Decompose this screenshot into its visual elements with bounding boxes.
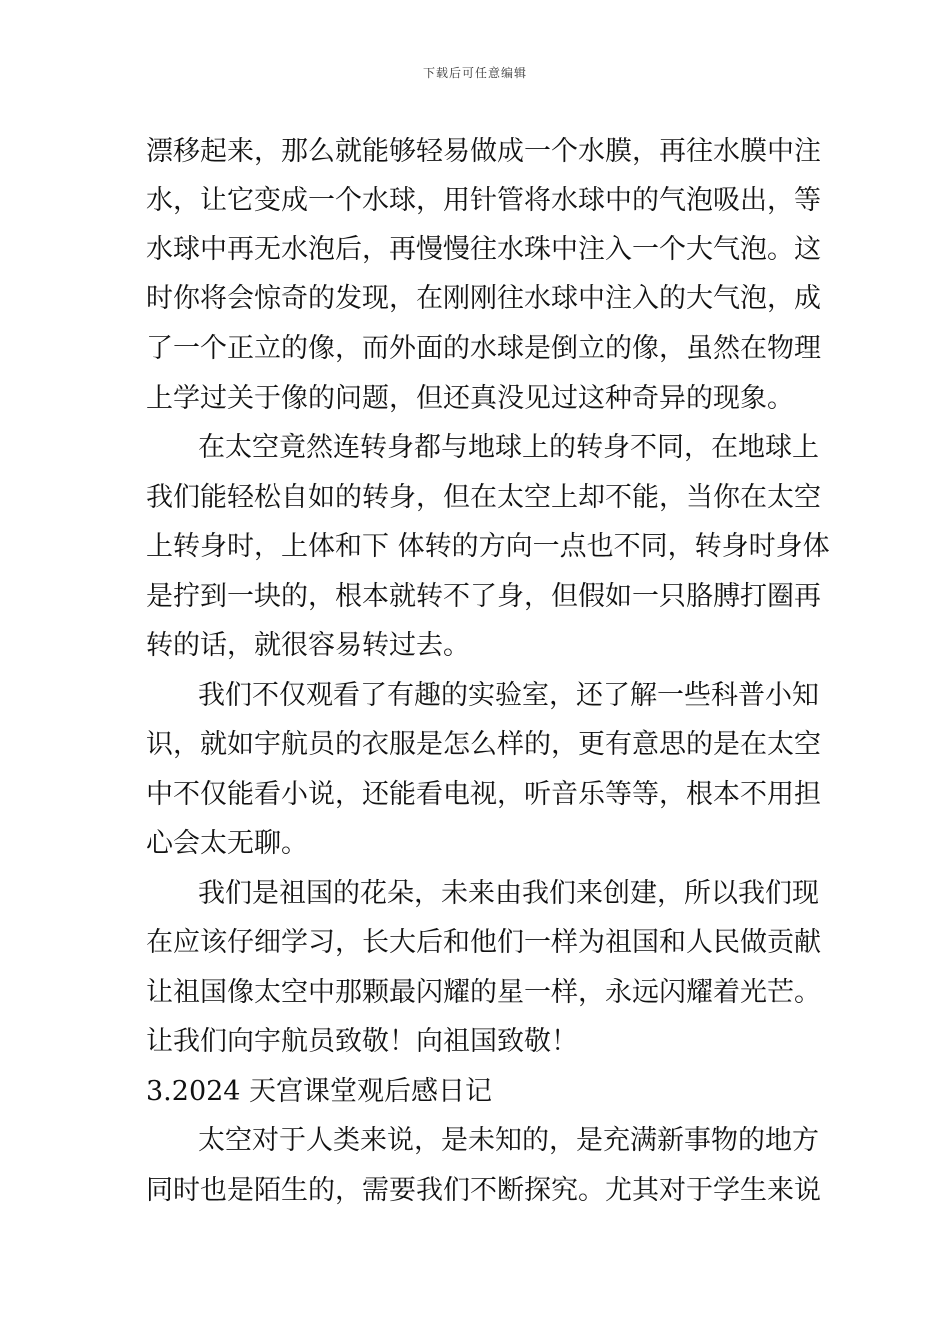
text-line: 在应该仔细学习，长大后和他们一样为祖国和人民做贡献	[146, 927, 821, 958]
text-line: 时你将会惊奇的发现，在刚刚往水球中注入的大气泡，成	[146, 283, 821, 314]
text-line: 我们能轻松自如的转身，但在太空上却不能，当你在太空	[146, 482, 821, 513]
section-heading: 3.2024 天宫课堂观后感日记	[146, 1076, 493, 1107]
text-line: 识，就如宇航员的衣服是怎么样的，更有意思的是在太空	[146, 729, 821, 760]
header-note: 下载后可任意编辑	[422, 66, 527, 80]
text-line: 水，让它变成一个水球，用针管将水球中的气泡吸出，等	[146, 185, 821, 216]
paragraph-first-line: 太空对于人类来说，是未知的，是充满新事物的地方	[198, 1125, 819, 1156]
paragraph-first-line: 我们是祖国的花朵，未来由我们来创建，所以我们现	[198, 878, 819, 909]
paragraph-first-line: 在太空竟然连转身都与地球上的转身不同，在地球上	[198, 432, 819, 463]
text-line: 让我们向宇航员致敬！向祖国致敬！	[146, 1026, 578, 1057]
text-line: 了一个正立的像，而外面的水球是倒立的像，虽然在物理	[146, 333, 821, 364]
text-line: 漂移起来，那么就能够轻易做成一个水膜，再往水膜中注	[146, 136, 821, 167]
text-line: 让祖国像太空中那颗最闪耀的星一样，永远闪耀着光芒。	[146, 977, 821, 1008]
paragraph-first-line: 我们不仅观看了有趣的实验室，还了解一些科普小知	[198, 680, 819, 711]
text-line: 上转身时，上体和下 体转的方向一点也不同，转身时身体	[146, 531, 830, 562]
text-line: 转的话，就很容易转过去。	[146, 630, 470, 661]
text-line: 心会太无聊。	[146, 828, 308, 859]
text-line: 中不仅能看小说，还能看电视，听音乐等等，根本不用担	[146, 779, 821, 810]
text-line: 水球中再无水泡后，再慢慢往水珠中注入一个大气泡。这	[146, 234, 821, 265]
text-line: 上学过关于像的问题，但还真没见过这种奇异的现象。	[146, 383, 794, 414]
text-line: 是拧到一块的，根本就转不了身，但假如一只胳膊打圈再	[146, 581, 821, 612]
text-line: 同时也是陌生的，需要我们不断探究。尤其对于学生来说	[146, 1175, 821, 1206]
